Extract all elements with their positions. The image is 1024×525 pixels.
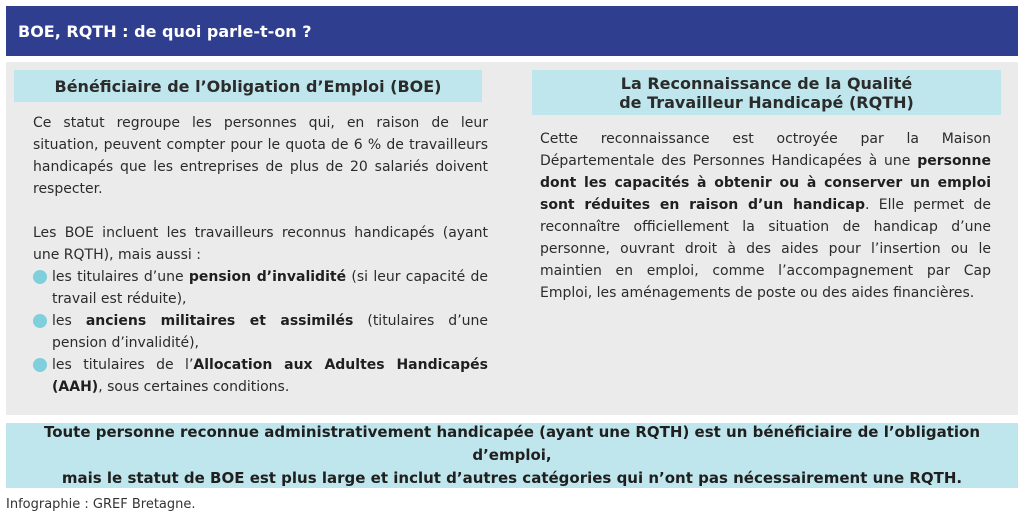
list-item: les anciens militaires et assimilés (titulaires d’une pension d’invalidité), [33, 310, 488, 354]
content-panel [6, 62, 1018, 415]
rqth-body [540, 128, 991, 304]
bullet-dot-icon [33, 358, 47, 372]
summary-line-2: mais le statut de BOE est plus large et inclut d’autres catégories qui n’ont pas nécessairement une RQTH. [61, 469, 963, 487]
summary-box [6, 423, 1018, 488]
infographic-header [6, 6, 1018, 56]
rqth-title-line-2: de Travailleur Handicapé (RQTH) [619, 92, 914, 112]
credit-text: Infographie : GREF Bretagne. [6, 497, 196, 512]
boe-body [33, 112, 488, 398]
boe-title-text: Bénéficiaire de l’Obligation d’Emploi (BOE) [54, 76, 442, 96]
boe-paragraph-1: Ce statut regroupe les personnes qui, en raison de leur situation, peuvent compter pour le quota de 6 % de travailleurs handicapés que les entreprises de plus de 20 salariés doivent respecter. [33, 115, 488, 197]
list-item: les titulaires d’une pension d’invalidité (si leur capacité de travail est réduite), [33, 266, 488, 310]
rqth-paragraph: Cette reconnaissance est octroyée par la Maison Départementale des Personnes Handicapées à une personne dont les capacités à obtenir ou à conserver un emploi sont réduites en raison d’un handicap. Elle permet de reconnaître officiellement la situation de handicap d’une personne, ouvrant droit à des aides pour l’insertion ou le maintien en emploi, comme l’accompagnement par Cap Emploi, les aménagements de poste ou des aides financières. [540, 131, 991, 301]
bullet-dot-icon [33, 270, 47, 284]
list-item: les titulaires de l’Allocation aux Adultes Handicapés (AAH), sous certaines conditions. [33, 354, 488, 398]
header-title: BOE, RQTH : de quoi parle-t-on ? [18, 21, 312, 41]
summary-line-1: Toute personne reconnue administrativement handicapée (ayant une RQTH) est un bénéficiaire de l’obligation d’emploi, [43, 423, 981, 464]
rqth-title [532, 70, 1001, 115]
boe-bullet-list [33, 266, 488, 398]
rqth-title-line-1: La Reconnaissance de la Qualité [620, 73, 913, 93]
bullet-dot-icon [33, 314, 47, 328]
boe-paragraph-2: Les BOE incluent les travailleurs reconnus handicapés (ayant une RQTH), mais aussi : [33, 225, 488, 263]
boe-title [14, 70, 482, 102]
